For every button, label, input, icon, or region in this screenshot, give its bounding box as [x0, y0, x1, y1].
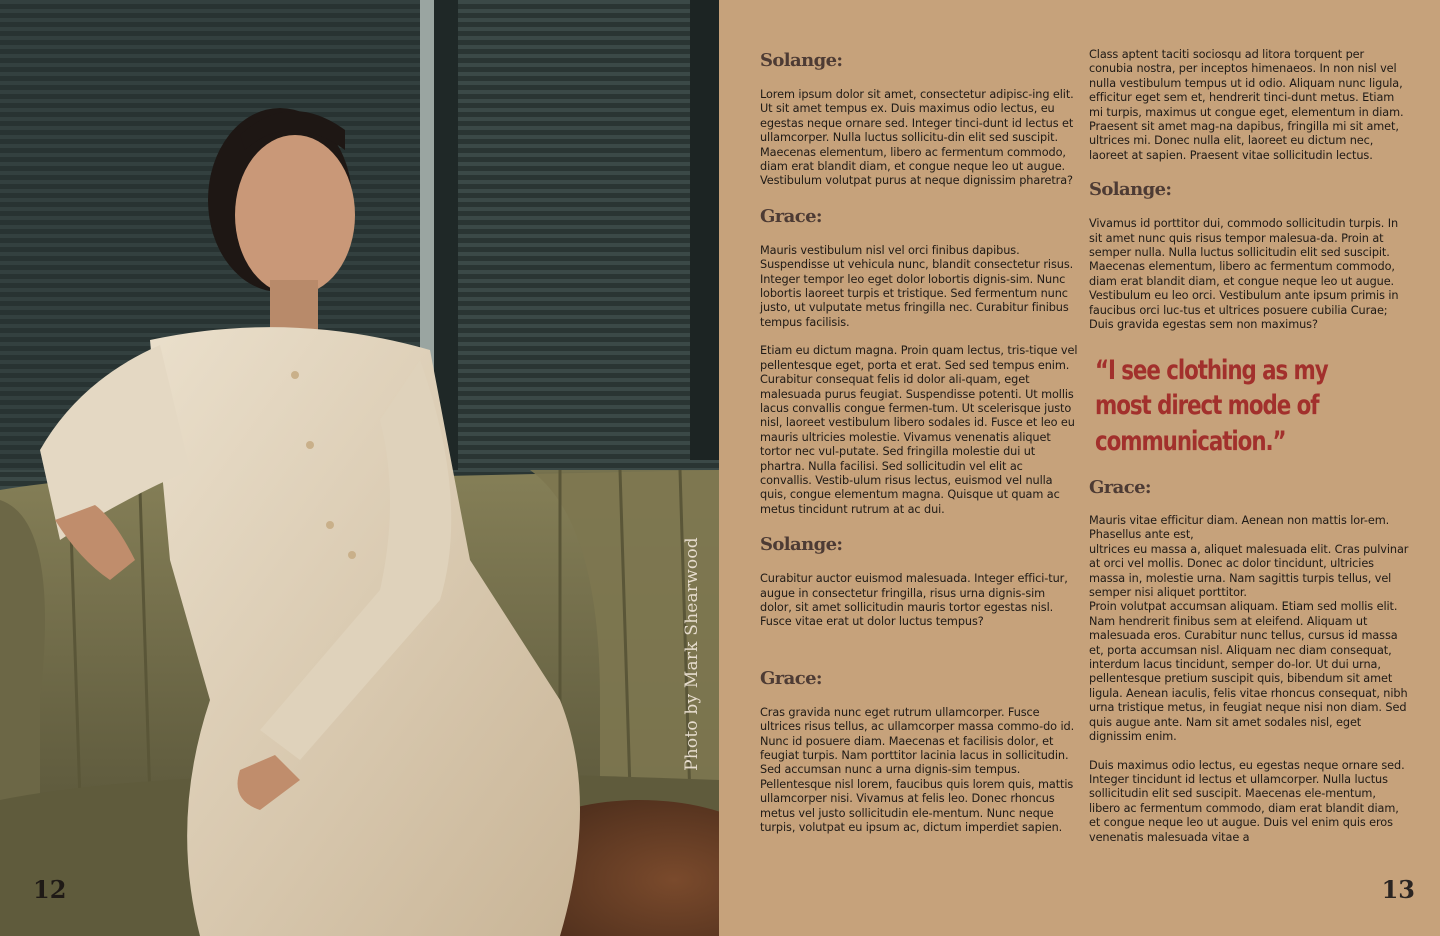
right-page: [719, 0, 1440, 936]
interview-paragraph: Mauris vestibulum nisl vel orci finibus dapibus. Suspendisse ut vehicula nunc, blandit consectetur risus. Integer tempor leo eget dolor lobortis dignis-sim. Nunc lobortis laoreet turpis et tristique. Sed fermentum nunc justo, ut vulputate metus fringilla nec. Curabitur finibus tempus facilisis.: [760, 243, 1074, 329]
interview-paragraph: Curabitur auctor euismod malesuada. Integer effici-tur, augue in consectetur fringilla, risus urna dignis-sim dolor, sit amet sollicitudin mauris tortor egestas nisl. Fusce vitae erat ut dolor luctus tempus?: [760, 572, 1068, 629]
speaker-heading: Solange:: [760, 50, 843, 71]
page-number-left: 12: [33, 875, 67, 904]
interview-paragraph: Etiam eu dictum magna. Proin quam lectus, tris-tique vel pellentesque eget, porta et erat. Sed sed tempus enim. Curabitur consequat felis id dolor ali-quam, eget malesuada purus feugiat. Suspendisse potenti. Ut mollis lacus convallis congue fermen-tum. Ut scelerisque justo nisl, laoreet vestibulum libero sodales id. Fusce et leo eu mauris ultricies molestie. Vivamus venenatis aliquet tortor nec vul-putate. Sed fringilla molestie dui ut phartra. Nulla facilisi. Sed sollicitudin vel elit ac convallis. Vestib-ulum risus lectus, euismod vel nulla quis, congue elementum magna. Quisque ut quam ac metus tincidunt rutrum at ac dui.: [760, 344, 1078, 516]
speaker-heading: Solange:: [1089, 179, 1172, 201]
text-column-left: [760, 50, 1078, 835]
interview-paragraph: Vivamus id porttitor dui, commodo sollicitudin turpis. In sit amet nunc quis risus tempor malesua-da. Proin at semper nulla. Nulla luctus sollicitudin elit sed suscipit. Maecenas elementum, libero ac fermentum commodo, diam erat blandit diam, et congue neque leo ut augue. Vestibulum eu leo orci. Vestibulum ante ipsum primis in faucibus orci luc-tus et ultrices posuere cubilia Curae; Duis gravida egestas sem non maximus?: [1089, 217, 1399, 332]
pull-quote: “I see clothing as my most direct mode of communication.”: [1095, 354, 1328, 457]
interview-paragraph: Class aptent taciti sociosqu ad litora torquent per conubia nostra, per inceptos himenaeos. In non nisl vel nulla vestibulum tempus ut id odio. Aliquam nunc ligula, efficitur eget sem et, hendrerit tinci-dunt metus. Etiam mi turpis, maximus ut congue eget, elementum in diam. Praesent sit amet mag-na dapibus, fringilla mi sit amet, ultrices mi. Donec nulla elit, laoreet eu dictum nec, laoreet at sapien. Praesent vitae sollicitudin lectus.: [1089, 48, 1404, 162]
page-number-right: 13: [1381, 875, 1415, 904]
interview-paragraph: Duis maximus odio lectus, eu egestas neque ornare sed. Integer tincidunt id lectus et ullamcorper. Nulla luctus sollicitudin elit sed suscipit. Maecenas ele-mentum, libero ac fermentum commodo, diam erat blandit diam, et congue neque leo ut augue. Duis vel enim quis eros venenatis malesuada vitae a: [1089, 758, 1405, 844]
speaker-heading: Grace:: [760, 667, 822, 689]
interview-paragraph: Mauris vitae efficitur diam. Aenean non mattis lor-em. Phasellus ante est, ultrices eu massa a, aliquet malesuada elit. Cras pulvinar at orci vel mollis. Donec ac dolor tincidunt, ultricies massa in, molestie urna. Nam sagittis turpis tellus, vel semper nisi aliquet porttitor. Proin volutpat accumsan aliquam. Etiam sed mollis elit. Nam hendrerit finibus sem at eleifend. Aliquam ut malesuada eros. Curabitur nunc tellus, cursus id massa et, porta accumsan nisl. Aliquam nec diam consequat, interdum lacus tincidunt, semper do-lor. Ut dui urna, pellentesque pretium suscipit quis, bibendum sit amet ligula. Aenean iaculis, felis vitae rhoncus consequat, nibh urna tristique metus, in feugiat neque nisi non diam. Sed quis augue ante. Nam sit amet sodales nisl, eget dignissim enim.: [1089, 514, 1409, 744]
interview-paragraph: Cras gravida nunc eget rutrum ullamcorper. Fusce ultrices risus tellus, ac ullamcorper massa commo-do id. Nunc id posuere diam. Maecenas et facilisis dolor, et feugiat turpis. Nam porttitor lacinia lacus in sollicitudin. Sed accumsan nunc a urna dignis-sim tempus. Pellentesque nisl lorem, faucibus quis lorem quis, mattis ullamcorper nisi. Vivamus at felis leo. Donec rhoncus metus vel justo sollicitudin ele-mentum. Nunc neque turpis, volutpat eu ipsum ac, dictum imperdiet sapien.: [760, 705, 1075, 835]
speaker-heading: Solange:: [760, 534, 843, 556]
left-page: [0, 0, 719, 936]
photo-credit: Photo by Mark Shearwood: [682, 537, 702, 771]
speaker-heading: Grace:: [1089, 477, 1151, 498]
portrait-photo: [0, 0, 719, 936]
interview-paragraph: Lorem ipsum dolor sit amet, consectetur adipisc-ing elit. Ut sit amet tempus ex. Duis maximus odio lectus, eu egestas neque ornare sed. Integer tinci-dunt id lectus et ullamcorper. Nulla luctus sollicitu-din elit sed suscipit. Maecenas elementum, libero ac fermentum commodo, diam erat blandit diam, et congue neque leo ut augue. Vestibulum volutpat purus at neque dignissim pharetra?: [760, 88, 1074, 188]
speaker-heading: Grace:: [760, 205, 822, 227]
text-column-right: [1089, 48, 1409, 845]
